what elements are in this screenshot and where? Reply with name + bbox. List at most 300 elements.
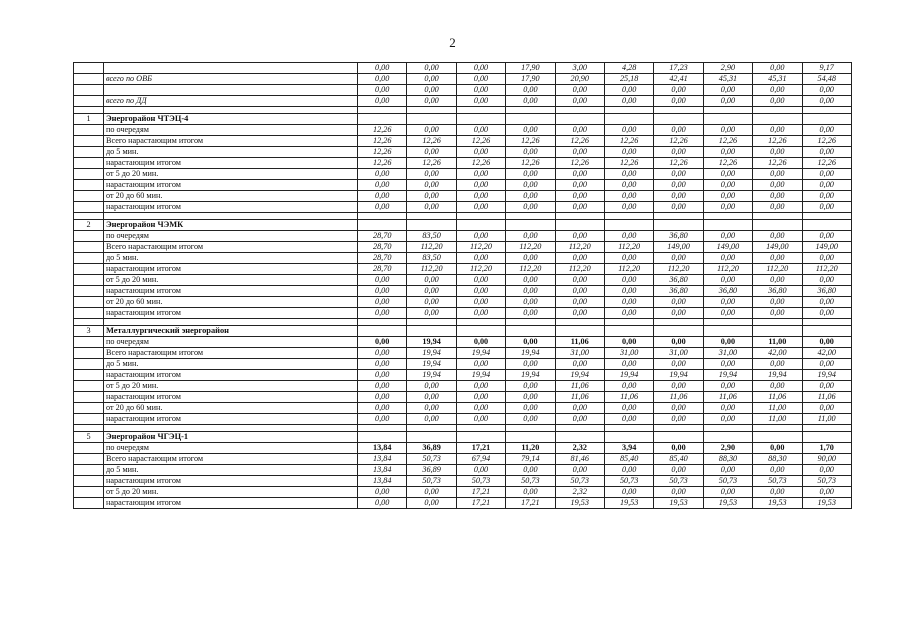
value-cell: 20,90	[555, 74, 604, 85]
value-cell: 112,20	[604, 242, 653, 253]
value-cell: 12,26	[604, 136, 653, 147]
value-cell: 0,00	[555, 96, 604, 107]
empty-cell	[407, 425, 456, 432]
value-cell: 0,00	[654, 191, 703, 202]
value-cell: 0,00	[407, 392, 456, 403]
value-cell: 0,00	[802, 96, 851, 107]
row-number-cell	[74, 454, 104, 465]
value-cell: 12,26	[555, 158, 604, 169]
row-label-cell: от 5 до 20 мин.	[104, 381, 358, 392]
value-cell: 11,06	[555, 337, 604, 348]
value-cell: 0,00	[555, 308, 604, 319]
value-cell: 0,00	[407, 297, 456, 308]
empty-cell	[506, 425, 555, 432]
value-cell: 0,00	[506, 231, 555, 242]
value-cell: 36,80	[753, 286, 802, 297]
empty-cell	[74, 213, 104, 220]
value-cell	[654, 326, 703, 337]
empty-cell	[802, 213, 851, 220]
value-cell: 0,00	[604, 275, 653, 286]
value-cell: 0,00	[555, 465, 604, 476]
empty-cell	[703, 107, 752, 114]
value-cell: 11,00	[753, 414, 802, 425]
value-cell: 0,00	[358, 180, 407, 191]
row-label-cell: от 20 до 60 мин.	[104, 297, 358, 308]
value-cell: 0,00	[753, 381, 802, 392]
value-cell: 0,00	[703, 96, 752, 107]
value-cell: 36,80	[802, 286, 851, 297]
empty-cell	[555, 319, 604, 326]
value-cell: 12,26	[456, 136, 505, 147]
empty-cell	[753, 107, 802, 114]
value-cell: 11,06	[555, 392, 604, 403]
value-cell: 0,00	[604, 147, 653, 158]
value-cell	[358, 114, 407, 125]
row-number-cell	[74, 136, 104, 147]
row-number-cell	[74, 297, 104, 308]
row-label-cell: от 5 до 20 мин.	[104, 169, 358, 180]
table-row	[74, 337, 852, 348]
empty-cell	[555, 425, 604, 432]
value-cell: 0,00	[456, 74, 505, 85]
row-number-cell: 2	[74, 220, 104, 231]
value-cell	[358, 432, 407, 443]
value-cell: 31,00	[604, 348, 653, 359]
table-row	[74, 454, 852, 465]
empty-cell	[456, 107, 505, 114]
value-cell: 0,00	[753, 96, 802, 107]
value-cell: 0,00	[654, 297, 703, 308]
value-cell	[802, 114, 851, 125]
value-cell: 0,00	[802, 147, 851, 158]
value-cell: 0,00	[358, 191, 407, 202]
value-cell	[456, 326, 505, 337]
value-cell: 0,00	[456, 191, 505, 202]
value-cell: 0,00	[703, 85, 752, 96]
row-label-cell: нарастающим итогом	[104, 498, 358, 509]
value-cell	[555, 432, 604, 443]
empty-cell	[456, 319, 505, 326]
value-cell: 12,26	[506, 136, 555, 147]
value-cell: 12,26	[456, 158, 505, 169]
value-cell	[703, 114, 752, 125]
empty-cell	[506, 107, 555, 114]
value-cell: 0,00	[506, 286, 555, 297]
value-cell: 12,26	[358, 125, 407, 136]
value-cell: 11,06	[802, 392, 851, 403]
value-cell: 0,00	[703, 191, 752, 202]
value-cell: 2,32	[555, 487, 604, 498]
value-cell: 0,00	[407, 308, 456, 319]
row-label-cell	[104, 63, 358, 74]
value-cell: 0,00	[654, 443, 703, 454]
empty-cell	[703, 213, 752, 220]
empty-cell	[555, 213, 604, 220]
value-cell: 36,80	[703, 286, 752, 297]
value-cell: 0,00	[703, 403, 752, 414]
section-header-row	[74, 326, 852, 337]
value-cell: 19,94	[555, 370, 604, 381]
value-cell: 50,73	[407, 454, 456, 465]
value-cell	[753, 114, 802, 125]
value-cell: 13,84	[358, 476, 407, 487]
value-cell: 0,00	[604, 96, 653, 107]
row-label-cell: нарастающим итогом	[104, 414, 358, 425]
value-cell: 88,30	[703, 454, 752, 465]
value-cell: 0,00	[604, 359, 653, 370]
row-number-cell	[74, 242, 104, 253]
value-cell: 0,00	[358, 85, 407, 96]
row-label-cell: Металлургический энергорайон	[104, 326, 358, 337]
table-row	[74, 487, 852, 498]
value-cell: 11,06	[555, 381, 604, 392]
value-cell: 112,20	[456, 242, 505, 253]
value-cell: 0,00	[555, 253, 604, 264]
empty-cell	[703, 425, 752, 432]
table-row	[74, 476, 852, 487]
value-cell: 0,00	[358, 414, 407, 425]
table-row	[74, 242, 852, 253]
empty-cell	[358, 425, 407, 432]
table-body	[74, 63, 852, 509]
value-cell: 0,00	[604, 191, 653, 202]
value-cell: 0,00	[802, 202, 851, 213]
value-cell: 36,89	[407, 465, 456, 476]
empty-cell	[604, 213, 653, 220]
table-row	[74, 264, 852, 275]
value-cell: 0,00	[555, 191, 604, 202]
value-cell: 0,00	[654, 85, 703, 96]
row-number-cell	[74, 403, 104, 414]
empty-cell	[802, 107, 851, 114]
empty-cell	[604, 319, 653, 326]
value-cell: 0,00	[604, 180, 653, 191]
value-cell: 11,00	[802, 414, 851, 425]
value-cell: 0,00	[407, 275, 456, 286]
row-number-cell: 1	[74, 114, 104, 125]
value-cell: 19,94	[753, 370, 802, 381]
value-cell	[604, 432, 653, 443]
row-number-cell	[74, 392, 104, 403]
value-cell	[802, 432, 851, 443]
value-cell: 0,00	[604, 308, 653, 319]
empty-cell	[456, 213, 505, 220]
value-cell: 112,20	[703, 264, 752, 275]
row-label-cell: Энергорайон ЧЭМК	[104, 220, 358, 231]
value-cell: 50,73	[802, 476, 851, 487]
value-cell: 11,06	[703, 392, 752, 403]
value-cell: 0,00	[654, 403, 703, 414]
table-row	[74, 169, 852, 180]
value-cell: 0,00	[654, 180, 703, 191]
row-number-cell	[74, 465, 104, 476]
value-cell: 0,00	[506, 147, 555, 158]
value-cell: 112,20	[506, 264, 555, 275]
value-cell: 0,00	[802, 465, 851, 476]
value-cell: 2,90	[703, 443, 752, 454]
row-number-cell: 5	[74, 432, 104, 443]
value-cell	[703, 432, 752, 443]
row-number-cell	[74, 476, 104, 487]
row-number-cell	[74, 85, 104, 96]
value-cell: 0,00	[456, 169, 505, 180]
value-cell: 0,00	[654, 487, 703, 498]
value-cell: 0,00	[456, 297, 505, 308]
value-cell: 85,40	[654, 454, 703, 465]
value-cell: 0,00	[753, 202, 802, 213]
value-cell: 0,00	[456, 286, 505, 297]
value-cell: 0,00	[703, 465, 752, 476]
table-row	[74, 158, 852, 169]
value-cell: 17,21	[456, 487, 505, 498]
value-cell: 11,00	[753, 403, 802, 414]
value-cell: 0,00	[703, 337, 752, 348]
row-label-cell: всего по ОВБ	[104, 74, 358, 85]
value-cell: 0,00	[753, 487, 802, 498]
row-number-cell	[74, 96, 104, 107]
value-cell: 31,00	[703, 348, 752, 359]
value-cell: 45,31	[753, 74, 802, 85]
value-cell: 81,46	[555, 454, 604, 465]
value-cell: 50,73	[456, 476, 505, 487]
table-row	[74, 191, 852, 202]
value-cell	[604, 326, 653, 337]
value-cell: 28,70	[358, 231, 407, 242]
value-cell: 0,00	[407, 414, 456, 425]
row-number-cell	[74, 414, 104, 425]
value-cell: 2,32	[555, 443, 604, 454]
value-cell: 0,00	[802, 337, 851, 348]
value-cell: 0,00	[555, 286, 604, 297]
row-label-cell: всего по ДД	[104, 96, 358, 107]
value-cell: 0,00	[753, 85, 802, 96]
empty-cell	[74, 425, 104, 432]
value-cell: 112,20	[753, 264, 802, 275]
value-cell: 0,00	[703, 487, 752, 498]
table-row	[74, 403, 852, 414]
row-label-cell: нарастающим итогом	[104, 158, 358, 169]
value-cell: 50,73	[703, 476, 752, 487]
value-cell: 0,00	[753, 253, 802, 264]
value-cell: 36,89	[407, 443, 456, 454]
value-cell: 0,00	[358, 308, 407, 319]
value-cell: 36,80	[654, 286, 703, 297]
value-cell: 0,00	[802, 403, 851, 414]
value-cell: 19,94	[456, 348, 505, 359]
empty-cell	[407, 107, 456, 114]
table-row	[74, 414, 852, 425]
row-label-cell: нарастающим итогом	[104, 370, 358, 381]
value-cell: 19,94	[654, 370, 703, 381]
value-cell: 19,94	[802, 370, 851, 381]
value-cell: 0,00	[555, 275, 604, 286]
value-cell	[555, 220, 604, 231]
empty-cell	[506, 319, 555, 326]
value-cell: 0,00	[358, 297, 407, 308]
value-cell: 0,00	[407, 125, 456, 136]
value-cell: 11,06	[654, 392, 703, 403]
value-cell: 0,00	[506, 403, 555, 414]
empty-cell	[654, 319, 703, 326]
value-cell: 28,70	[358, 253, 407, 264]
value-cell: 0,00	[555, 403, 604, 414]
value-cell: 0,00	[555, 125, 604, 136]
value-cell: 0,00	[456, 403, 505, 414]
value-cell: 19,94	[703, 370, 752, 381]
value-cell: 0,00	[802, 359, 851, 370]
value-cell: 0,00	[456, 465, 505, 476]
value-cell: 0,00	[358, 74, 407, 85]
value-cell	[654, 220, 703, 231]
row-label-cell: до 5 мин.	[104, 465, 358, 476]
value-cell	[654, 114, 703, 125]
value-cell: 12,26	[604, 158, 653, 169]
value-cell: 0,00	[654, 465, 703, 476]
value-cell	[506, 114, 555, 125]
value-cell: 0,00	[703, 297, 752, 308]
value-cell	[604, 220, 653, 231]
value-cell	[802, 220, 851, 231]
table-row	[74, 465, 852, 476]
value-cell: 0,00	[358, 487, 407, 498]
row-number-cell	[74, 275, 104, 286]
value-cell: 0,00	[703, 180, 752, 191]
value-cell	[358, 220, 407, 231]
row-label-cell: по очередям	[104, 337, 358, 348]
row-number-cell	[74, 370, 104, 381]
value-cell: 85,40	[604, 454, 653, 465]
row-number-cell	[74, 231, 104, 242]
value-cell: 149,00	[703, 242, 752, 253]
table-row	[74, 297, 852, 308]
row-label-cell: нарастающим итогом	[104, 202, 358, 213]
table-row	[74, 286, 852, 297]
value-cell: 12,26	[506, 158, 555, 169]
value-cell: 19,53	[555, 498, 604, 509]
value-cell: 50,73	[654, 476, 703, 487]
value-cell: 0,00	[802, 125, 851, 136]
value-cell	[407, 114, 456, 125]
value-cell: 12,26	[703, 136, 752, 147]
value-cell: 12,26	[407, 158, 456, 169]
row-label-cell: от 20 до 60 мин.	[104, 191, 358, 202]
value-cell: 0,00	[703, 169, 752, 180]
value-cell: 0,00	[506, 253, 555, 264]
value-cell: 19,94	[407, 337, 456, 348]
value-cell: 19,94	[407, 348, 456, 359]
value-cell: 0,00	[802, 169, 851, 180]
empty-cell	[703, 319, 752, 326]
value-cell: 0,00	[456, 337, 505, 348]
value-cell: 0,00	[506, 180, 555, 191]
row-number-cell	[74, 348, 104, 359]
value-cell: 0,00	[506, 275, 555, 286]
value-cell: 0,00	[555, 202, 604, 213]
value-cell: 0,00	[358, 96, 407, 107]
table-row	[74, 370, 852, 381]
value-cell: 0,00	[654, 253, 703, 264]
value-cell: 0,00	[802, 191, 851, 202]
value-cell: 0,00	[703, 359, 752, 370]
value-cell: 0,00	[506, 85, 555, 96]
value-cell: 0,00	[358, 381, 407, 392]
table-row	[74, 74, 852, 85]
value-cell: 0,00	[506, 392, 555, 403]
value-cell: 0,00	[753, 180, 802, 191]
row-number-cell	[74, 308, 104, 319]
row-label-cell: до 5 мин.	[104, 359, 358, 370]
section-header-row	[74, 114, 852, 125]
table-row	[74, 85, 852, 96]
value-cell: 19,94	[407, 359, 456, 370]
value-cell: 0,00	[703, 231, 752, 242]
table-row	[74, 308, 852, 319]
value-cell: 149,00	[654, 242, 703, 253]
value-cell: 19,53	[753, 498, 802, 509]
table-row	[74, 231, 852, 242]
table-row	[74, 253, 852, 264]
row-label-cell: до 5 мин.	[104, 147, 358, 158]
value-cell: 0,00	[654, 337, 703, 348]
value-cell: 0,00	[407, 74, 456, 85]
row-number-cell	[74, 498, 104, 509]
table-row	[74, 359, 852, 370]
value-cell: 12,26	[753, 158, 802, 169]
value-cell: 0,00	[506, 191, 555, 202]
value-cell: 0,00	[604, 85, 653, 96]
row-label-cell: Всего нарастающим итогом	[104, 136, 358, 147]
value-cell: 0,00	[456, 125, 505, 136]
value-cell: 0,00	[506, 381, 555, 392]
section-header-row	[74, 220, 852, 231]
value-cell	[703, 220, 752, 231]
value-cell: 0,00	[654, 169, 703, 180]
value-cell: 0,00	[802, 275, 851, 286]
row-number-cell: 3	[74, 326, 104, 337]
row-number-cell	[74, 147, 104, 158]
value-cell: 0,00	[407, 191, 456, 202]
empty-cell	[104, 213, 358, 220]
value-cell: 0,00	[358, 275, 407, 286]
table-row	[74, 202, 852, 213]
value-cell: 19,53	[604, 498, 653, 509]
value-cell: 0,00	[456, 231, 505, 242]
value-cell: 0,00	[456, 180, 505, 191]
value-cell: 4,28	[604, 63, 653, 74]
value-cell: 112,20	[506, 242, 555, 253]
row-label-cell: Энергорайон ЧТЭЦ-4	[104, 114, 358, 125]
value-cell: 17,21	[456, 443, 505, 454]
row-label-cell: Всего нарастающим итогом	[104, 242, 358, 253]
value-cell: 83,50	[407, 231, 456, 242]
value-cell: 0,00	[753, 359, 802, 370]
value-cell: 0,00	[654, 414, 703, 425]
value-cell: 112,20	[456, 264, 505, 275]
value-cell: 0,00	[358, 202, 407, 213]
value-cell: 0,00	[604, 202, 653, 213]
table-row	[74, 96, 852, 107]
row-number-cell	[74, 264, 104, 275]
row-number-cell	[74, 253, 104, 264]
section-header-row	[74, 432, 852, 443]
value-cell: 3,94	[604, 443, 653, 454]
value-cell: 19,94	[506, 370, 555, 381]
value-cell: 0,00	[604, 487, 653, 498]
value-cell: 0,00	[703, 125, 752, 136]
value-cell: 0,00	[604, 403, 653, 414]
value-cell: 67,94	[456, 454, 505, 465]
value-cell: 0,00	[753, 297, 802, 308]
